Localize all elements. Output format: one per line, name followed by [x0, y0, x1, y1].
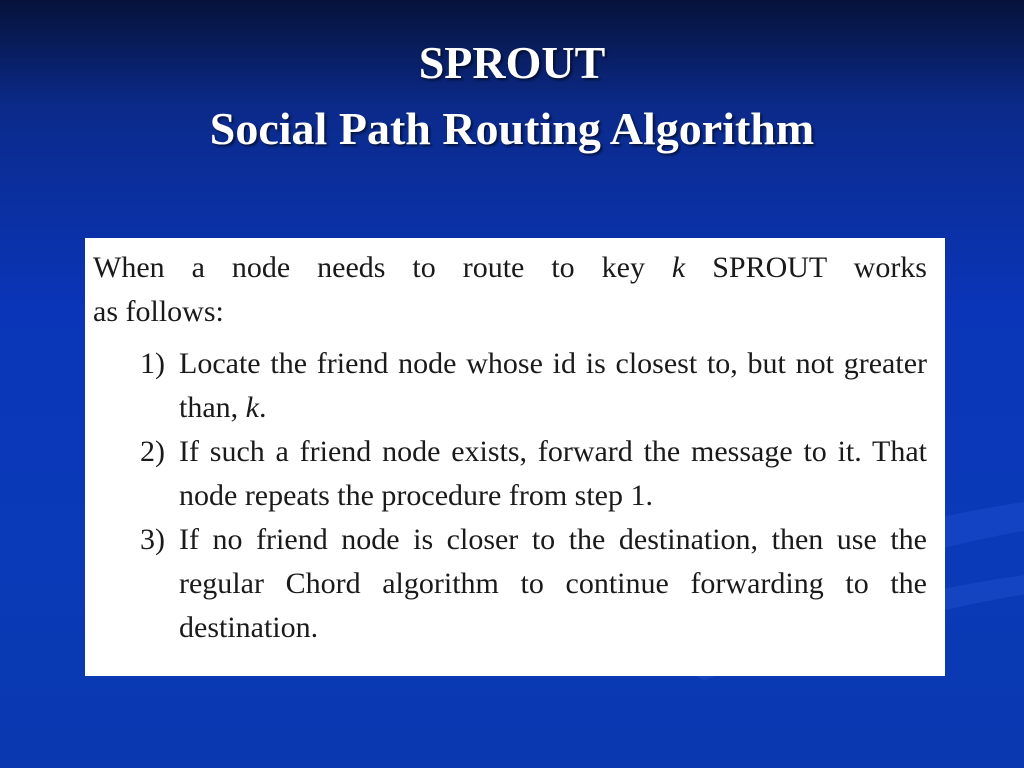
step-item-2: [93, 430, 927, 518]
step-text: [179, 342, 927, 430]
step-text: If no friend node is closer to the destination, then use the regular Chord algorithm to continue forwarding to the destination.: [179, 523, 927, 644]
intro-key-variable: k: [671, 251, 686, 284]
intro-text-part2: SPROUT works: [685, 251, 927, 284]
intro-line-1: [93, 246, 927, 290]
title-line-1: SPROUT: [418, 37, 606, 88]
intro-text-part1: When a node needs to route to key: [93, 251, 672, 284]
step-number: 3): [140, 523, 165, 556]
step-key-variable: k: [245, 391, 259, 424]
title-line-2: Social Path Routing Algorithm: [209, 103, 815, 154]
steps-list: [93, 342, 927, 650]
intro-line-2: as follows:: [93, 295, 224, 328]
step-text-before: Locate the friend node whose id is closest to, but not greater than,: [179, 347, 927, 424]
step-text-after: .: [258, 391, 267, 424]
slide-title: [0, 30, 1024, 162]
step-number: 1): [140, 347, 165, 380]
intro-paragraph: [93, 246, 927, 334]
step-item-1: [93, 342, 927, 430]
step-number: 2): [140, 435, 165, 468]
algorithm-panel: [85, 238, 945, 676]
step-text: If such a friend node exists, forward the message to it. That node repeats the procedure from step 1.: [179, 435, 927, 512]
step-item-3: [93, 518, 927, 650]
